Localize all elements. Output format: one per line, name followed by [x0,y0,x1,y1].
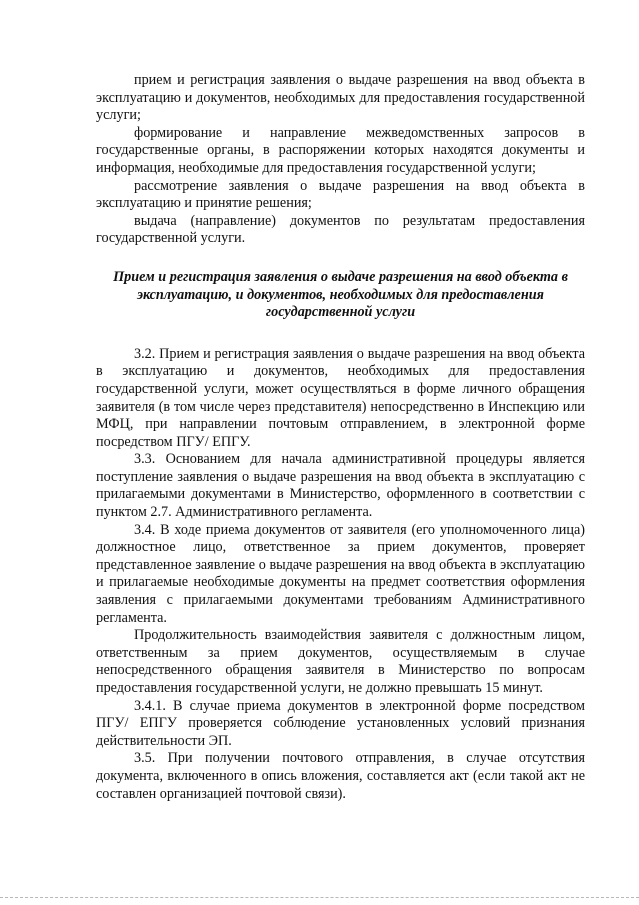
paragraph-3-4-1: 3.4.1. В случае приема документов в электронной форме посредством ПГУ/ ЕПГУ проверяется соблюдение установленных условий признания действительности ЭП. [96,697,585,749]
section-heading: Прием и регистрация заявления о выдаче разрешения на ввод объекта в эксплуатацию, и документов, необходимых для предоставления государственной услуги [113,268,568,321]
intro-item-reception: прием и регистрация заявления о выдаче разрешения на ввод объекта в эксплуатацию и документов, необходимых для предоставления государственной услуги; [96,72,585,124]
paragraph-3-2: 3.2. Прием и регистрация заявления о выдаче разрешения на ввод объекта в эксплуатацию и документов, необходимых для предоставления государственной услуги, может осуществляться в форме личного обращения заявителя (в том числе через представителя) непосредственно в Инспекцию или МФЦ, при направлении почтовым отправлением, в электронной форме посредством ПГУ/ ЕПГУ. [96,345,585,450]
page-bottom-divider [0,897,639,898]
intro-item-interagency-requests: формирование и направление межведомственных запросов в государственные органы, в распоряжении которых находятся документы и информация, необходимые для предоставления государственной услуги; [96,124,585,176]
paragraph-3-4: 3.4. В ходе приема документов от заявителя (его уполномоченного лица) должностное лицо, ответственное за прием документов, проверяет представленное заявление о выдаче разрешения на ввод объекта в эксплуатацию и прилагаемые необходимые документы на предмет соответствия оформления заявления с прилагаемыми документами требованиям Административного регламента. [96,521,585,626]
intro-item-issuance: выдача (направление) документов по результатам предоставления государственной услуги. [96,212,585,247]
document-page [96,72,585,803]
paragraph-3-3: 3.3. Основанием для начала административной процедуры является поступление заявления о выдаче разрешения на ввод объекта в эксплуатацию с прилагаемыми документами в Министерство, оформленного в соответствии с пунктом 2.7. Административного регламента. [96,451,585,521]
paragraph-3-5: 3.5. При получении почтового отправления, в случае отсутствия документа, включенного в опись вложения, составляется акт (если такой акт не составлен организацией почтовой связи). [96,750,585,802]
paragraph-duration: Продолжительность взаимодействия заявителя с должностным лицом, ответственным за прием документов, осуществляемым в случае непосредственного обращения заявителя в Министерство по вопросам предоставления государственной услуги, не должно превышать 15 минут. [96,627,585,696]
intro-item-review: рассмотрение заявления о выдаче разрешения на ввод объекта в эксплуатацию и принятие решения; [96,177,585,212]
